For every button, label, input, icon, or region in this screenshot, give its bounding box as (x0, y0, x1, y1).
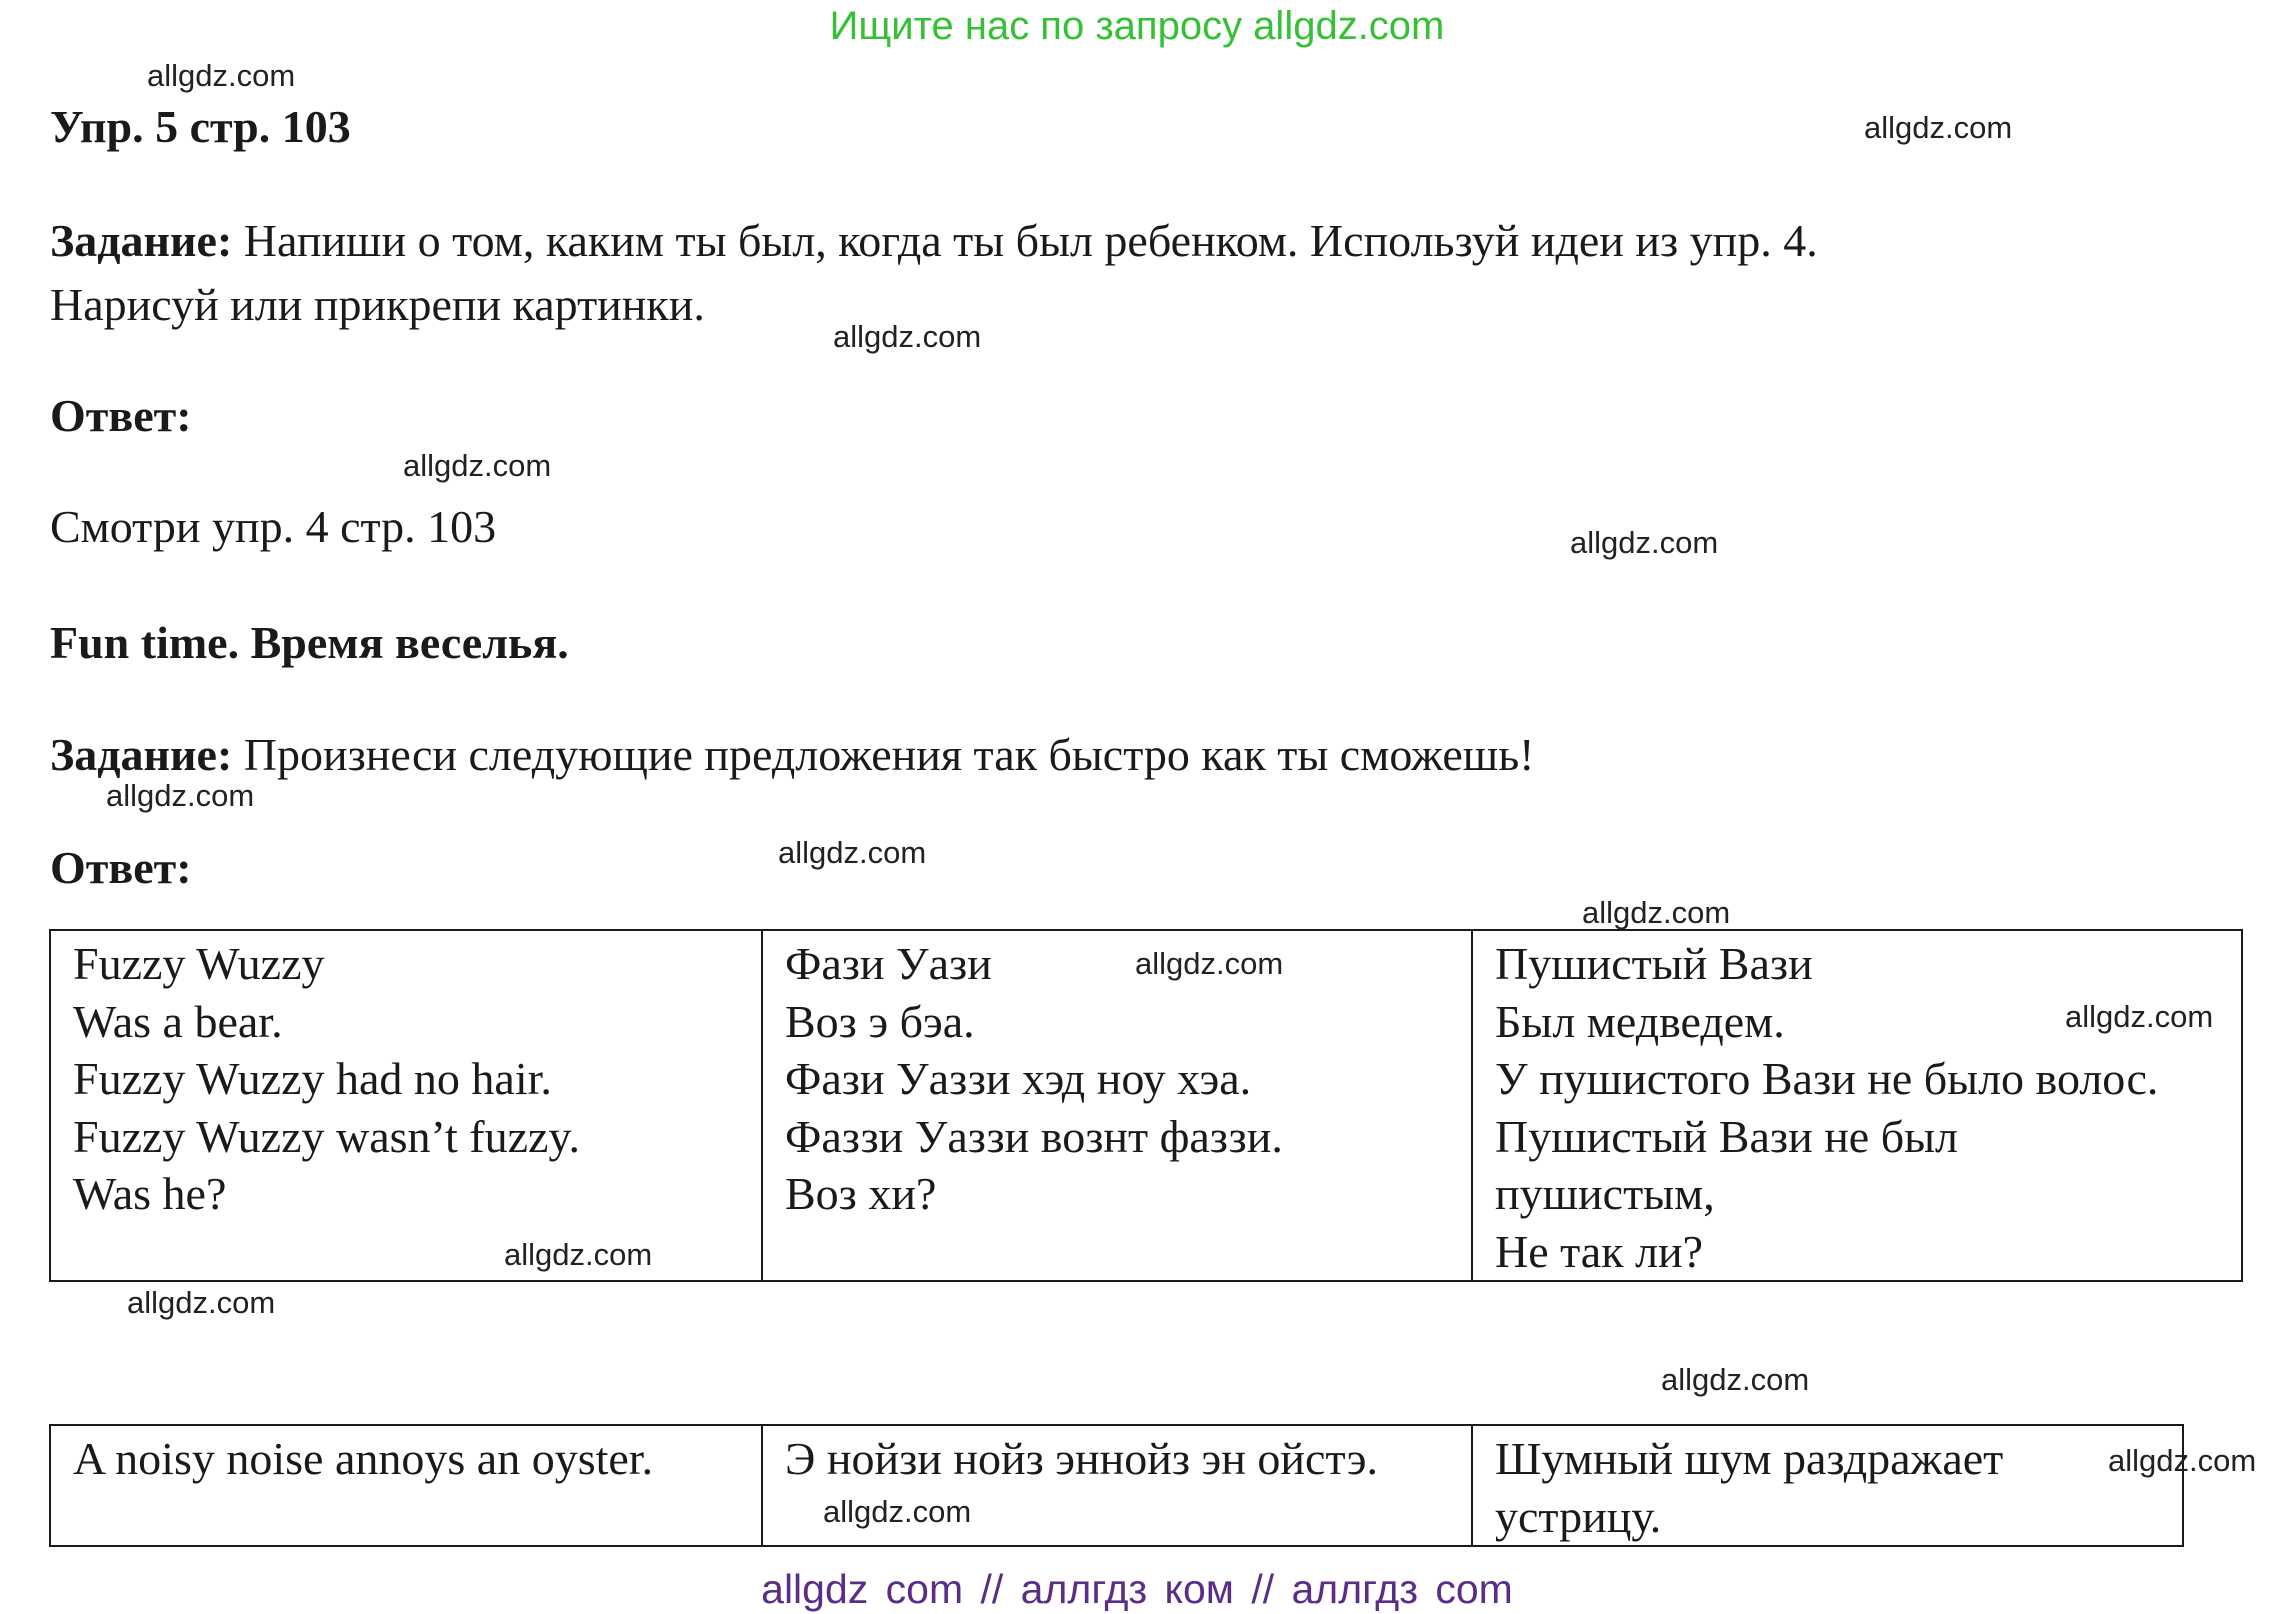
watermark: allgdz.com (1864, 110, 2013, 145)
translation-line: Был медведем. (1495, 995, 1785, 1047)
watermark: allgdz.com (1570, 525, 1719, 560)
watermark: allgdz.com (2108, 1443, 2257, 1478)
transcription-line: Воз э бэа. (785, 995, 975, 1047)
translation-line: Шумный шум раздражает (1495, 1433, 2004, 1484)
task-1 (50, 209, 1818, 337)
task-2-label: Задание: (50, 729, 233, 780)
translation-line: Пушистый Вази не был (1495, 1110, 1958, 1162)
translation-line: устрицу. (1495, 1490, 1662, 1542)
watermark: allgdz.com (504, 1237, 653, 1272)
english-cell (50, 930, 762, 1281)
translation-line: Не так ли? (1495, 1225, 1704, 1277)
answer-1-label: Ответ: (50, 390, 192, 441)
english-line: Fuzzy Wuzzy (73, 938, 325, 989)
watermark: allgdz.com (106, 778, 255, 813)
task-1-text: Напиши о том, каким ты был, когда ты был ребенком. Используй идеи из упр. 4. (243, 215, 1818, 266)
table-row (50, 1425, 2183, 1546)
transcription-line: Воз хи? (785, 1168, 937, 1219)
watermark: allgdz.com (1582, 895, 1731, 930)
watermark: allgdz.com (778, 835, 927, 870)
watermark: allgdz.com (1661, 1362, 1810, 1397)
english-line: Was a bear. (73, 995, 283, 1047)
exercise-title: Упр. 5 стр. 103 (50, 101, 351, 152)
english-line: Was he? (73, 1168, 227, 1219)
translation-cell (1472, 1425, 2183, 1546)
table-row (50, 930, 2242, 1281)
translation-line: пушистым, (1495, 1168, 1715, 1219)
english-line: A noisy noise annoys an oyster. (73, 1433, 654, 1484)
translation-line: У пушистого Вази не было волос. (1495, 1053, 2159, 1104)
english-line: Fuzzy Wuzzy wasn’t fuzzy. (73, 1110, 580, 1162)
tongue-twister-table-2 (49, 1424, 2184, 1547)
task-1-text-line2: Нарисуй или прикрепи картинки. (50, 279, 705, 330)
watermark: allgdz.com (147, 58, 296, 93)
section-title: Fun time. Время веселья. (50, 617, 569, 668)
transcription-cell (762, 930, 1472, 1281)
watermark: allgdz.com (833, 319, 982, 354)
task-2-text: Произнеси следующие предложения так быстро как ты сможешь! (243, 729, 1535, 780)
translation-cell (1472, 930, 2242, 1281)
answer-2-label: Ответ: (50, 842, 192, 893)
watermark: allgdz.com (1135, 946, 1284, 981)
transcription-line: Э нойзи нойз эннойз эн ойстэ. (785, 1433, 1378, 1484)
transcription-cell (762, 1425, 1472, 1546)
transcription-line: Фаззи Уаззи вознт фаззи. (785, 1110, 1283, 1162)
footer: allgdz com // аллгдз ком // аллгдз com (761, 1566, 1513, 1612)
tongue-twister-table-1 (49, 929, 2243, 1282)
english-line: Fuzzy Wuzzy had no hair. (73, 1053, 552, 1104)
translation-line: Пушистый Вази (1495, 938, 1813, 989)
watermark: allgdz.com (2065, 999, 2214, 1034)
top-banner: Ищите нас по запросу allgdz.com (829, 4, 1445, 48)
transcription-line: Фази Уази (785, 938, 992, 989)
watermark: allgdz.com (823, 1494, 972, 1529)
answer-1-text: Смотри упр. 4 стр. 103 (50, 501, 497, 552)
transcription-line: Фази Уаззи хэд ноу хэа. (785, 1053, 1252, 1104)
watermark: allgdz.com (403, 448, 552, 483)
watermark: allgdz.com (127, 1285, 276, 1320)
task-2 (50, 723, 1535, 787)
task-1-label: Задание: (50, 215, 233, 266)
english-cell (50, 1425, 762, 1546)
